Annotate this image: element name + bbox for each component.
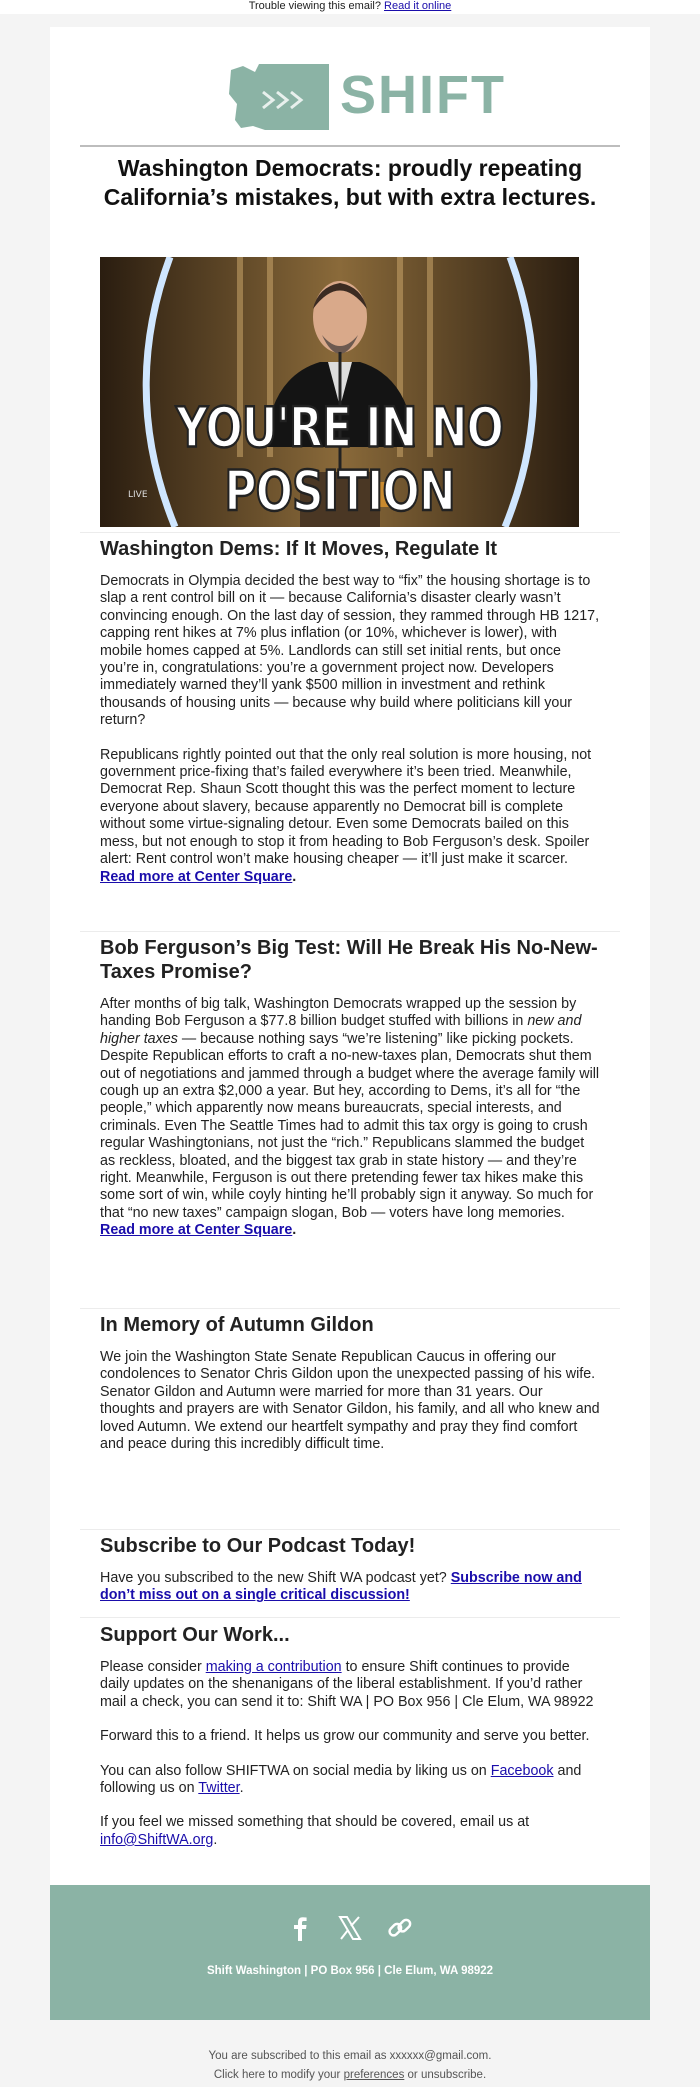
section-paragraph: Have you subscribed to the new Shift WA podcast yet? Subscribe now and don’t miss out on a single critical discussion!: [100, 1570, 582, 1604]
read-more-link[interactable]: Read more at Center Square: [100, 1222, 293, 1239]
section-support: [100, 1623, 600, 1849]
facebook-icon[interactable]: [285, 1913, 315, 1943]
hero-caption: YOU'RE IN NO POSITION: [176, 396, 503, 524]
subscribe-podcast-link[interactable]: Subscribe now and don’t miss out on a single critical discussion!: [100, 1570, 582, 1604]
brand-wordmark: SHIFT: [340, 65, 506, 125]
section-regulate: [100, 537, 600, 886]
email-card: [50, 27, 650, 1885]
section-podcast: [100, 1534, 600, 1605]
email-link[interactable]: info@ShiftWA.org: [100, 1831, 214, 1848]
section-title: Subscribe to Our Podcast Today!: [100, 1535, 416, 1557]
subscriber-email: xxxxxx@gmail.com: [389, 2050, 489, 2062]
footer-address: Shift Washington | PO Box 956 | Cle Elum, WA 98922: [206, 1965, 494, 1977]
facebook-link[interactable]: Facebook: [490, 1762, 554, 1779]
twitter-link[interactable]: Twitter: [198, 1780, 240, 1797]
contribution-link[interactable]: making a contribution: [205, 1659, 342, 1675]
x-twitter-icon[interactable]: [335, 1913, 365, 1943]
section-memoriam: [100, 1313, 600, 1453]
section-paragraph: You can also follow SHIFTWA on social media by liking us on Facebook and following us on Twitter.: [100, 1762, 582, 1797]
section-divider: [80, 1617, 620, 1618]
subscribed-line: You are subscribed to this email as xxxxxx@gmail.com.: [208, 2050, 492, 2062]
section-ferguson-budget: [100, 936, 600, 1240]
section-paragraph: Republicans rightly pointed out that the only real solution is more housing, not government price-fixing that’s failed everywhere it’s been tried. Meanwhile, Democrat Rep. Shaun Scott thought this was the perfect moment to lecture everyone about slavery, because apparently no Democrat bill is complete without some virtue-signaling detour. Even some Democrats bailed on this mess, but not enough to stop it from heading to Bob Ferguson’s desk. Spoiler alert: Rent control won’t make housing cheaper — it’ll just make it scarcer. Read more at Center Square.: [100, 746, 592, 885]
section-divider: [80, 1308, 620, 1309]
preferences-line: Click here to modify your preferences or unsubscribe.: [213, 2069, 487, 2081]
email-headline: Washington Democrats: proudly repeating California’s mistakes, but with extra lectures.: [103, 155, 597, 210]
section-title: In Memory of Autumn Gildon: [100, 1314, 374, 1336]
section-divider: [80, 1529, 620, 1530]
trouble-viewing-text: Trouble viewing this email?: [248, 0, 381, 12]
read-online-link[interactable]: Read it online: [384, 0, 452, 12]
header-divider: [80, 145, 620, 147]
section-divider: [80, 532, 620, 533]
footer-band: [50, 1885, 650, 2020]
hero-gif[interactable]: [100, 257, 579, 527]
trouble-viewing-bar: [0, 0, 700, 14]
washington-state-icon: [225, 62, 335, 132]
section-divider: [80, 931, 620, 932]
section-paragraph: Democrats in Olympia decided the best way to “fix” the housing shortage is to slap a rent control bill on it — because California’s disaster clearly wasn’t convincing enough. On the last day of session, they rammed through HB 1217, capping rent hikes at 7% plus inflation (or 10%, whichever is lower), with mobile homes capped at 5%. Landlords can still set initial rents, but once you’re in, congratulations: you’re a government project now. Developers immediately warned they’ll yank $500 million in investment and rethink thousands of housing units — because why build where politicians kill your return?: [100, 573, 600, 729]
section-paragraph: After months of big talk, Washington Democrats wrapped up the session by handing Bob Ferguson a $77.8 billion budget stuffed with billions in new and higher taxes — because nothing says “we’re listening” like picking pockets. Despite Republican efforts to craft a no-new-taxes plan, Democrats shut them out of negotiations and jammed through a budget where the average family will cough up an extra $2,000 a year. But hey, according to Dems, it’s all for “the people,” which apparently now means bureaucrats, special interests, and criminals. Even The Seattle Times had to admit this tax orgy is going to crush regular Washingtonians, not just the “rich.” Republicans slammed the budget as reckless, bloated, and the biggest tax grab in state history — and they’re right. Meanwhile, Ferguson is out there pretending fewer tax hikes make this some sort of win, while coyly hinting he’ll probably sign it anyway. So much for that “no new taxes” campaign slogan, Bob — voters have long memories. Read more at Center Square.: [100, 996, 600, 1239]
social-icons: [50, 1913, 650, 1943]
section-paragraph: We join the Washington State Senate Republican Caucus in offering our condolences to Senator Chris Gildon upon the unexpected passing of his wife. Senator Gildon and Autumn were married for more than 31 years. Our thoughts and prayers are with Senator Gildon, his family, and all who knew and loved Autumn. We extend our heartfelt sympathy and pray they find comfort and peace during this incredibly difficult time.: [100, 1349, 600, 1453]
section-paragraph: If you feel we missed something that should be covered, email us at info@ShiftWA.org.: [100, 1814, 530, 1848]
section-title: Washington Dems: If It Moves, Regulate It: [100, 538, 498, 560]
section-paragraph: Please consider making a contribution to ensure Shift continues to provide daily updates on the shenanigans of the liberal establishment. If you’d rather mail a check, you can send it to: Shift WA | PO Box 956 | Cle Elum, WA 98922: [100, 1659, 594, 1710]
section-paragraph: Forward this to a friend. It helps us grow our community and serve you better.: [100, 1728, 590, 1745]
section-title: Bob Ferguson’s Big Test: Will He Break His No-New-Taxes Promise?: [100, 937, 598, 983]
svg-text:LIVE: LIVE: [128, 490, 148, 500]
section-title: Support Our Work...: [100, 1624, 290, 1646]
link-icon[interactable]: [385, 1913, 415, 1943]
subscription-info: [0, 2047, 700, 2085]
preferences-link[interactable]: preferences: [343, 2069, 405, 2081]
shift-logo[interactable]: [225, 52, 525, 138]
read-more-link[interactable]: Read more at Center Square: [100, 868, 293, 885]
